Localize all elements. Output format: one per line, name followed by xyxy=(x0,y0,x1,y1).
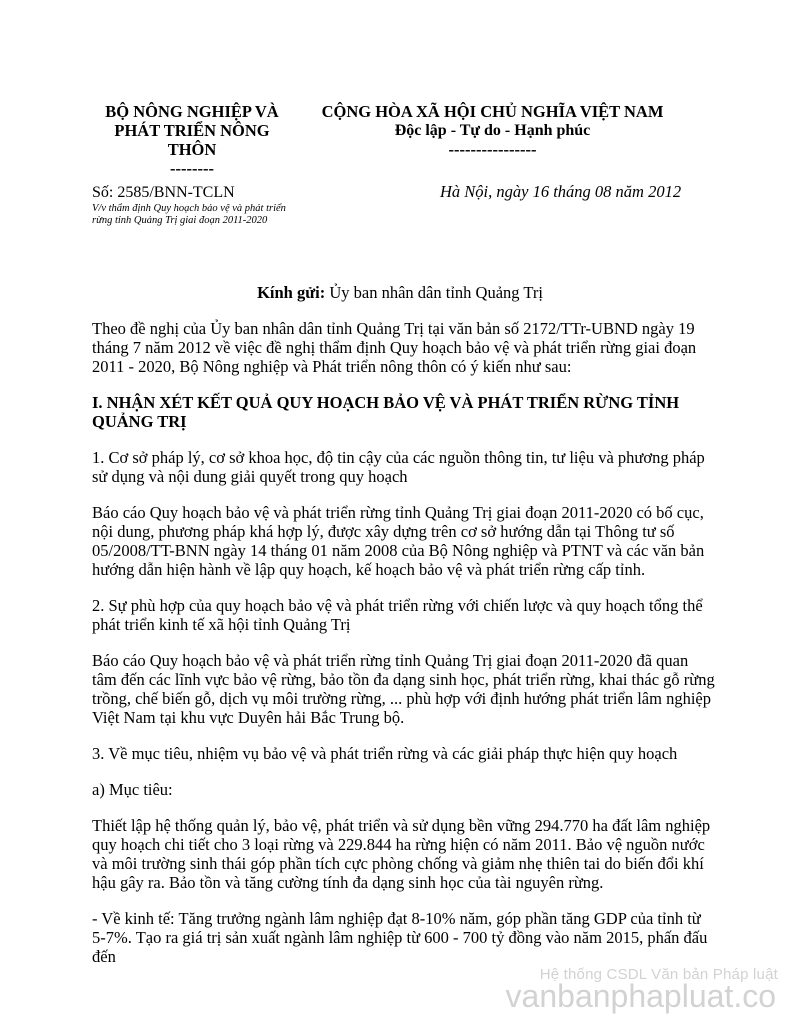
recipient-label: Kính gửi: xyxy=(257,283,326,302)
motto-divider: ---------------- xyxy=(448,140,537,159)
item-1-heading: 1. Cơ sở pháp lý, cơ sở khoa học, độ tin cậy của các nguồn thông tin, tư liệu và phương pháp sử dụng và nội dung giải quyết trong quy hoạch xyxy=(92,448,705,486)
intro-paragraph: Theo đề nghị của Ủy ban nhân dân tỉnh Quảng Trị tại văn bản số 2172/TTr-UBND ngày 19 tháng 7 năm 2012 về việc đề nghị thẩm định Quy hoạch bảo vệ và phát triển rừng giai đoạn 2011 - 2020, Bộ Nông nghiệp và Phát triển nông thôn có ý kiến như sau: xyxy=(92,319,697,376)
item-3a-heading: a) Mục tiêu: xyxy=(92,780,173,799)
issuing-agency xyxy=(100,102,284,178)
recipient-line xyxy=(0,283,800,303)
item-2-heading: 2. Sự phù hợp của quy hoạch bảo vệ và phát triển rừng với chiến lược và quy hoạch tổng thể phát triển kinh tế xã hội tỉnh Quảng Trị xyxy=(92,596,703,634)
item-2-paragraph: Báo cáo Quy hoạch bảo vệ và phát triển rừng tỉnh Quảng Trị giai đoạn 2011-2020 đã quan tâm đến các lĩnh vực bảo vệ rừng, bảo tồn đa dạng sinh học, phát triển rừng, khai thác gỗ rừng trồng, chế biến gỗ, dịch vụ môi trường rừng, ... phù hợp với định hướng phát triển lâm nghiệp Việt Nam tại khu vực Duyên hải Bắc Trung bộ. xyxy=(92,651,715,727)
document-number: Số: 2585/BNN-TCLN xyxy=(92,184,235,201)
national-motto: Độc lập - Tự do - Hạnh phúc xyxy=(394,122,591,139)
watermark-caption: Hệ thống CSDL Văn bản Pháp luật xyxy=(539,966,778,983)
watermark-domain: vanbanphapluat.co xyxy=(505,978,776,1014)
document-body xyxy=(92,319,717,983)
item-1-paragraph: Báo cáo Quy hoạch bảo vệ và phát triển rừng tỉnh Quảng Trị giai đoạn 2011-2020 có bố cục, nội dung, phương pháp khá hợp lý, được xây dựng trên cơ sở hướng dẫn tại Thông tư số 05/2008/TT-BNN ngày 14 tháng 01 năm 2008 của Bộ Nông nghiệp và PTNT và các văn bản hướng dẫn hiện hành về lập quy hoạch, kế hoạch bảo vệ và phát triển rừng cấp tỉnh. xyxy=(92,503,705,579)
agency-line-1: BỘ NÔNG NGHIỆP VÀ xyxy=(105,102,279,121)
agency-line-3: THÔN xyxy=(167,140,217,159)
item-3-heading: 3. Về mục tiêu, nhiệm vụ bảo vệ và phát triển rừng và các giải pháp thực hiện quy hoạch xyxy=(92,744,678,763)
agency-divider: -------- xyxy=(170,159,214,178)
document-subject: V/v thẩm định Quy hoạch bảo vệ và phát triển rừng tỉnh Quảng Trị giai đoạn 2011-2020 xyxy=(92,203,286,226)
section-1-heading: I. NHẬN XÉT KẾT QUẢ QUY HOẠCH BẢO VỆ VÀ PHÁT TRIỂN RỪNG TỈNH QUẢNG TRỊ xyxy=(92,393,680,431)
item-3a-economy: - Về kinh tế: Tăng trưởng ngành lâm nghiệp đạt 8-10% năm, góp phần tăng GDP của tỉnh từ 5-7%. Tạo ra giá trị sản xuất ngành lâm nghiệp từ 600 - 700 tỷ đồng vào năm 2015, phấn đấu đến xyxy=(92,909,708,966)
national-header xyxy=(305,102,680,159)
recipient-name: Ủy ban nhân dân tỉnh Quảng Trị xyxy=(325,283,543,302)
national-title: CỘNG HÒA XÃ HỘI CHỦ NGHĨA VIỆT NAM xyxy=(321,102,664,121)
document-date: Hà Nội, ngày 16 tháng 08 năm 2012 xyxy=(440,182,682,201)
agency-line-2: PHÁT TRIỂN NÔNG xyxy=(114,121,270,140)
item-3a-paragraph: Thiết lập hệ thống quản lý, bảo vệ, phát triển và sử dụng bền vững 294.770 ha đất lâm nghiệp quy hoạch chi tiết cho 3 loại rừng và 229.844 ha rừng hiện có năm 2011. Bảo vệ nguồn nước và môi trường sinh thái góp phần tích cực phòng chống và giảm nhẹ thiên tai do biến đổi khí hậu gây ra. Bảo tồn và tăng cường tính đa dạng sinh học của tài nguyên rừng. xyxy=(92,816,711,892)
